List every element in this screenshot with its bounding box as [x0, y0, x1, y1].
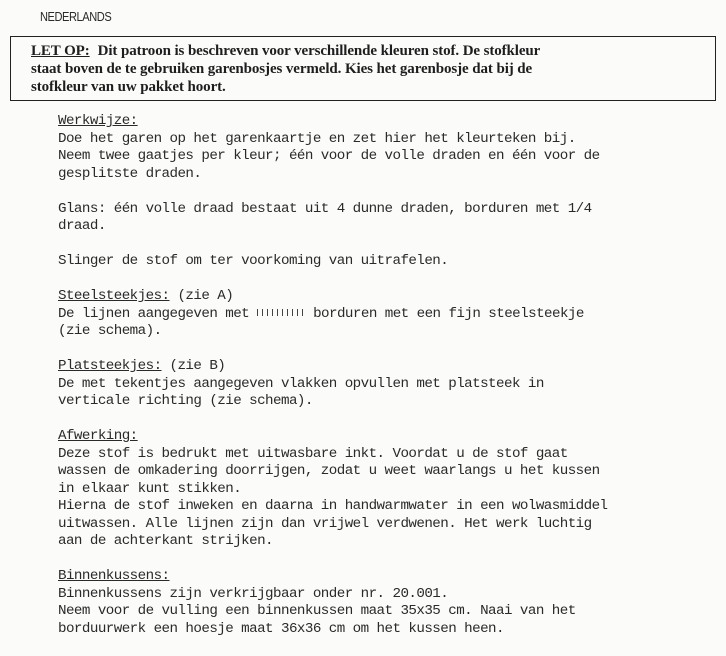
text-line: wassen de omkadering doorrijgen, zodat u weet waarlangs u het kussen — [58, 463, 600, 479]
notice-line: stofkleur van uw pakket hoort. — [31, 79, 226, 95]
section-platsteekjes: Platsteekjes: (zie B) De met tekentjes aangegeven vlakken opvullen met platsteek in verticale richting (zie schema). — [58, 358, 698, 411]
text-line: uitwassen. Alle lijnen zijn dan vrijwel verdwenen. Het werk luchtig — [58, 515, 592, 532]
text-line: Neem twee gaatjes per kleur; één voor de volle draden en één voor de — [58, 148, 600, 164]
text-line: verticale richting (zie schema). — [58, 393, 313, 409]
section-heading: Afwerking: — [58, 428, 138, 444]
notice-label: LET OP: — [31, 43, 90, 59]
instructions — [58, 113, 698, 656]
notice-line: LET OP: Dit patroon is beschreven voor verschillende kleuren stof. De stofkleur — [31, 43, 541, 59]
notice-line: staat boven de te gebruiken garenbosjes vermeld. Kies het garenbosje dat bij de — [31, 61, 533, 77]
text-line: (zie schema). — [58, 323, 162, 339]
text-line: Neem voor de vulling een binnenkussen maat 35x35 cm. Naai van het — [58, 603, 576, 619]
text-line: Doe het garen op het garenkaartje en zet hier het kleurteken bij. — [58, 130, 576, 147]
section-afwerking — [58, 428, 698, 551]
text-line: borduurwerk een hoesje maat 36x36 cm om het kussen heen. — [58, 620, 504, 637]
text-line: aan de achterkant strijken. — [58, 533, 274, 549]
text-line: De met tekentjes aangegeven vlakken opvullen met platsteek in — [58, 375, 544, 392]
language-label: NEDERLANDS — [40, 9, 112, 24]
text-line: gesplitste draden. — [58, 165, 202, 182]
notice-box — [10, 36, 716, 101]
section-heading: Binnenkussens: — [58, 568, 170, 584]
section-binnenkussens — [58, 568, 698, 638]
text-line: Deze stof is bedrukt met uitwasbare inkt. Voordat u de stof gaat — [58, 445, 568, 462]
section-heading: Platsteekjes: — [58, 358, 162, 374]
section-werkwijze — [58, 113, 698, 271]
section-heading: Werkwijze: — [58, 113, 138, 129]
text-line: draad. — [58, 218, 106, 234]
text-line: Slinger de stof om ter voorkoming van uitrafelen. — [58, 253, 449, 269]
text-line: in elkaar kunt stikken. — [58, 480, 242, 497]
text-line: Hierna de stof inweken en daarna in handwarmwater in een wolwasmiddel — [58, 498, 608, 514]
section-heading: Steelsteekjes: — [58, 288, 170, 304]
text-line: Binnenkussens zijn verkrijgbaar onder nr. 20.001. — [58, 585, 449, 602]
stitch-line-icon — [257, 309, 305, 316]
text-line: Glans: één volle draad bestaat uit 4 dunne draden, borduren met 1/4 — [58, 200, 592, 217]
section-steelsteekjes: Steelsteekjes: (zie A) De lijnen aangegeven met borduren met een fijn steelsteekje (zie schema). — [58, 288, 698, 341]
text-line: De lijnen aangegeven met borduren met een fijn steelsteekje — [58, 305, 584, 322]
